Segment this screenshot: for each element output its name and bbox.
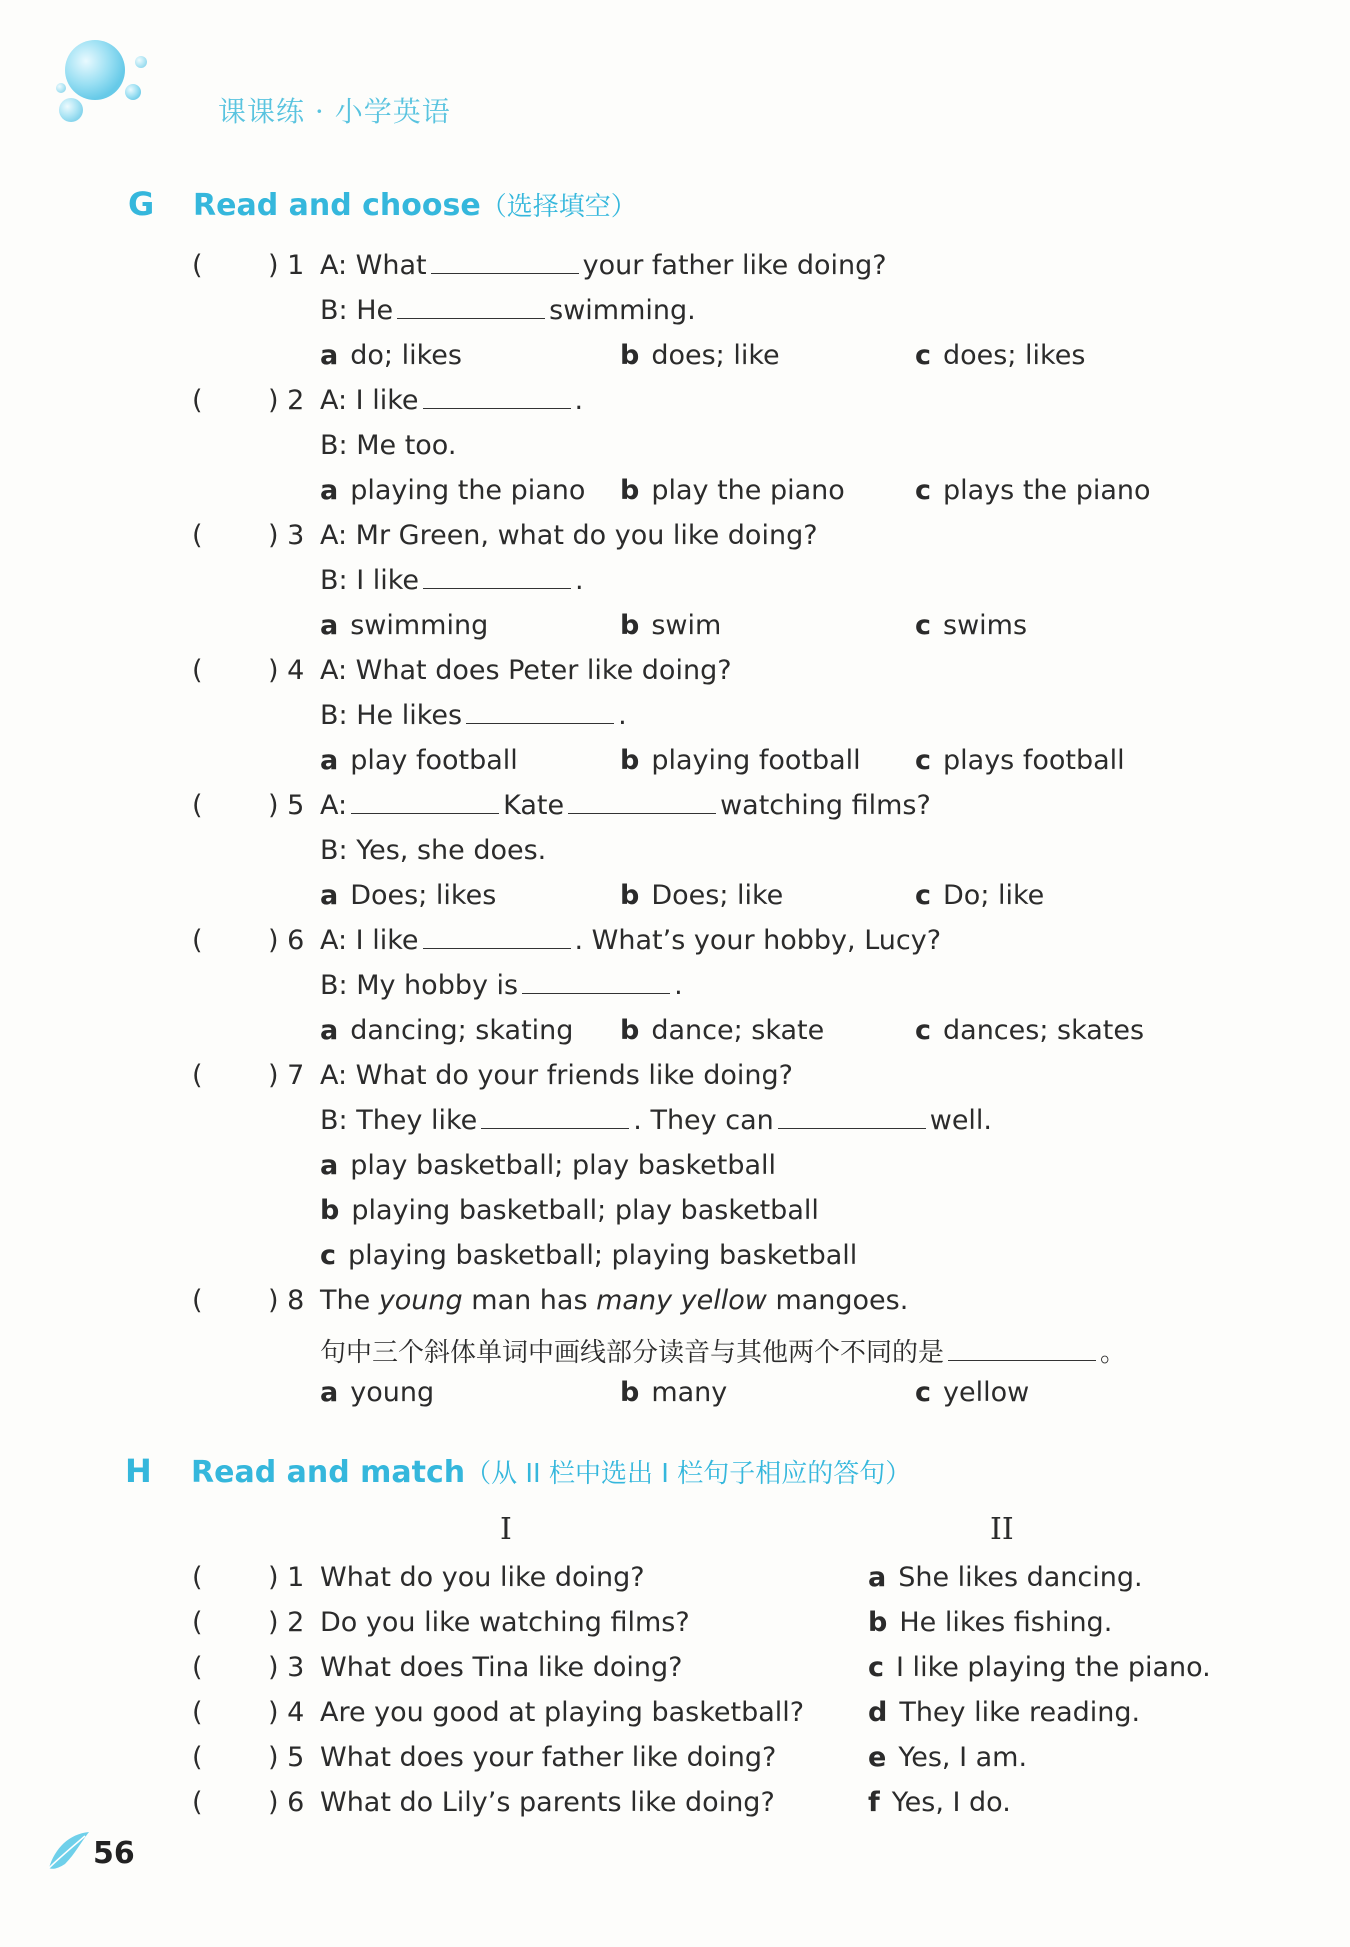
- option-b: b playing football: [620, 745, 861, 776]
- blank-line[interactable]: [397, 296, 545, 319]
- question-line-b: B: They like . They can well.: [320, 1105, 993, 1136]
- question-number: ) 5: [268, 1742, 305, 1773]
- question-number: ) 2: [268, 1607, 305, 1638]
- option-b: b swim: [620, 610, 722, 641]
- book-title: 课课练 · 小学英语: [218, 95, 451, 128]
- match-answer: e Yes, I am.: [868, 1742, 1028, 1773]
- option-a: a Does; likes: [320, 880, 497, 911]
- question-number: ) 6: [268, 925, 305, 956]
- match-question: What does your father like doing?: [320, 1742, 777, 1773]
- option-c: c yellow: [915, 1377, 1030, 1408]
- question-number: ) 3: [268, 1652, 305, 1683]
- section-letter-g: G: [128, 185, 155, 223]
- option-b: b dance; skate: [620, 1015, 825, 1046]
- column-header-2: II: [990, 1512, 1014, 1547]
- match-answer: c I like playing the piano.: [868, 1652, 1211, 1683]
- blank-line[interactable]: [948, 1338, 1096, 1361]
- section-title-g: [193, 186, 637, 223]
- question-number: ) 3: [268, 520, 305, 551]
- blank-line[interactable]: [423, 566, 571, 589]
- option-a: a young: [320, 1377, 435, 1408]
- option-a: a play football: [320, 745, 518, 776]
- blank-line[interactable]: [481, 1106, 629, 1129]
- match-answer: f Yes, I do.: [868, 1787, 1011, 1818]
- option-a: a play basketball; play basketball: [320, 1150, 777, 1181]
- option-b: b many: [620, 1377, 728, 1408]
- question-number: ) 6: [268, 1787, 305, 1818]
- answer-paren: (: [192, 1742, 203, 1773]
- blank-line[interactable]: [522, 971, 670, 994]
- option-c: c playing basketball; playing basketball: [320, 1240, 858, 1271]
- question-line-a: A: What do your friends like doing?: [320, 1060, 793, 1091]
- question-line-a: A: I like . What’s your hobby, Lucy?: [320, 925, 942, 956]
- italic-word: yellow: [680, 1285, 767, 1316]
- answer-paren: (: [192, 655, 203, 686]
- bubble-icon: [55, 40, 165, 130]
- match-question: What do Lily’s parents like doing?: [320, 1787, 775, 1818]
- option-b: b Does; like: [620, 880, 784, 911]
- question-line-a: A: Mr Green, what do you like doing?: [320, 520, 818, 551]
- match-question: What do you like doing?: [320, 1562, 645, 1593]
- question-line-a: A: Kate watching films?: [320, 790, 931, 821]
- match-answer: b He likes fishing.: [868, 1607, 1113, 1638]
- section-letter-h: H: [125, 1452, 152, 1490]
- answer-paren: (: [192, 1285, 203, 1316]
- option-b: b playing basketball; play basketball: [320, 1195, 819, 1226]
- answer-paren: (: [192, 250, 203, 281]
- section-title-h: [191, 1453, 911, 1490]
- answer-paren: (: [192, 790, 203, 821]
- match-answer: a She likes dancing.: [868, 1562, 1143, 1593]
- question-number: ) 1: [268, 1562, 305, 1593]
- option-c: c dances; skates: [915, 1015, 1145, 1046]
- page-number: 56: [93, 1836, 135, 1871]
- option-c: c swims: [915, 610, 1028, 641]
- question-line-b: B: My hobby is .: [320, 970, 683, 1001]
- question-line-b: B: I like .: [320, 565, 584, 596]
- answer-paren: (: [192, 1562, 203, 1593]
- answer-paren: (: [192, 1607, 203, 1638]
- blank-line[interactable]: [423, 386, 571, 409]
- option-b: b does; like: [620, 340, 780, 371]
- blank-line[interactable]: [431, 251, 579, 274]
- blank-line[interactable]: [351, 791, 499, 814]
- match-question: What does Tina like doing?: [320, 1652, 683, 1683]
- option-a: a playing the piano: [320, 475, 586, 506]
- answer-paren: (: [192, 1787, 203, 1818]
- match-question: Are you good at playing basketball?: [320, 1697, 805, 1728]
- blank-line[interactable]: [423, 926, 571, 949]
- answer-paren: (: [192, 385, 203, 416]
- question-line-a: A: I like .: [320, 385, 584, 416]
- question-number: ) 2: [268, 385, 305, 416]
- section-subtitle: （从 II 栏中选出 I 栏句子相应的答句）: [465, 1459, 912, 1489]
- leaf-icon: [45, 1828, 93, 1872]
- question-number: ) 4: [268, 1697, 305, 1728]
- option-c: c plays the piano: [915, 475, 1151, 506]
- option-a: a swimming: [320, 610, 489, 641]
- match-question: Do you like watching films?: [320, 1607, 690, 1638]
- section-subtitle: （选择填空）: [480, 192, 637, 222]
- option-a: a dancing; skating: [320, 1015, 574, 1046]
- question-line-a: A: What does Peter like doing?: [320, 655, 732, 686]
- option-c: c plays football: [915, 745, 1125, 776]
- match-answer: d They like reading.: [868, 1697, 1141, 1728]
- section-title-text: Read and choose: [193, 188, 481, 223]
- italic-word: many: [596, 1285, 673, 1316]
- question-instruction: 句中三个斜体单词中画线部分读音与其他两个不同的是 。: [320, 1338, 1127, 1368]
- answer-paren: (: [192, 1060, 203, 1091]
- answer-paren: (: [192, 520, 203, 551]
- blank-line[interactable]: [778, 1106, 926, 1129]
- question-line-a: A: What your father like doing?: [320, 250, 887, 281]
- column-header-1: I: [500, 1512, 512, 1547]
- blank-line[interactable]: [466, 701, 614, 724]
- answer-paren: (: [192, 1652, 203, 1683]
- question-sentence: The young man has many yellow mangoes.: [320, 1285, 909, 1316]
- question-number: ) 7: [268, 1060, 305, 1091]
- question-number: ) 4: [268, 655, 305, 686]
- answer-paren: (: [192, 1697, 203, 1728]
- option-c: c does; likes: [915, 340, 1086, 371]
- option-b: b play the piano: [620, 475, 845, 506]
- question-number: ) 5: [268, 790, 305, 821]
- question-number: ) 1: [268, 250, 305, 281]
- question-line-b: B: Me too.: [320, 430, 457, 461]
- italic-word: young: [378, 1285, 463, 1316]
- section-title-text: Read and match: [191, 1455, 466, 1490]
- question-line-b: B: He swimming.: [320, 295, 696, 326]
- answer-paren: (: [192, 925, 203, 956]
- question-line-b: B: Yes, she does.: [320, 835, 547, 866]
- question-number: ) 8: [268, 1285, 305, 1316]
- blank-line[interactable]: [568, 791, 716, 814]
- option-c: c Do; like: [915, 880, 1045, 911]
- option-a: a do; likes: [320, 340, 462, 371]
- question-line-b: B: He likes .: [320, 700, 627, 731]
